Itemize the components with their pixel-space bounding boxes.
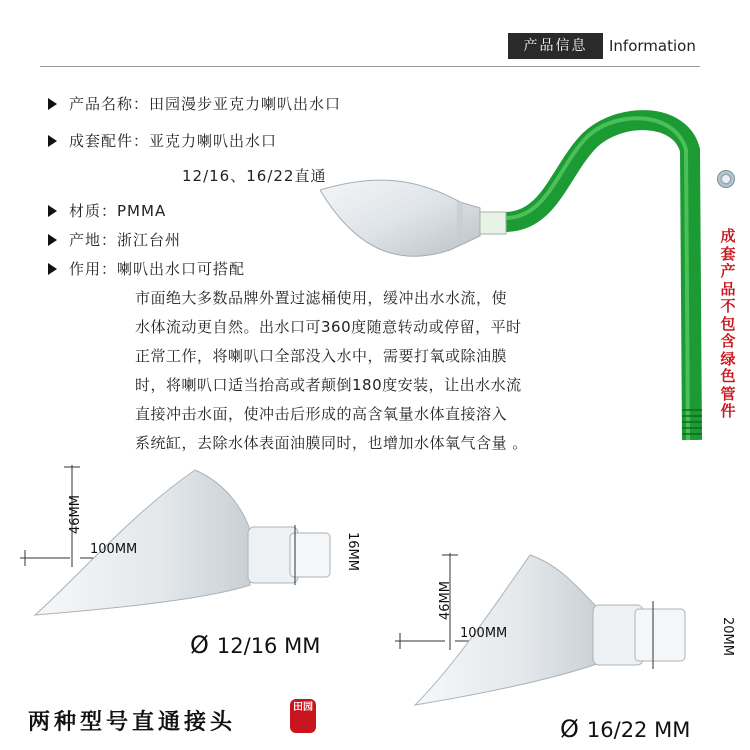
desc-line: 市面绝大多数品牌外置过滤桶使用，缓冲出水水流，使 <box>135 289 508 307</box>
info-label: 产品名称： <box>69 95 150 113</box>
info-value: 田园漫步亚克力喇叭出水口 <box>149 95 342 113</box>
bullet-arrow-icon <box>48 98 57 110</box>
bullet-arrow-icon <box>48 205 57 217</box>
info-row-material <box>48 200 166 221</box>
product-2-size-label: 16/22 MM <box>586 718 691 742</box>
info-label: 作用： <box>69 260 118 278</box>
product-1-height-label: 46MM <box>68 495 83 534</box>
product-2-pipe-label: 20MM <box>720 617 735 656</box>
desc-line: 时，将喇叭口适当抬高或者颠倒180度安装，让出水水流 <box>135 376 522 394</box>
product-1-size <box>190 631 320 659</box>
section-title-en: Information <box>609 37 696 55</box>
info-label: 材质： <box>69 202 118 220</box>
product-2-length-label: 100MM <box>460 626 508 641</box>
desc-line: 正常工作，将喇叭口全部没入水中，需要打氧或除油膜 <box>135 347 508 365</box>
product-1-pipe-label: 16MM <box>345 532 360 571</box>
desc-line: 水体流动更自然。出水口可360度随意转动或停留，平时 <box>135 318 522 336</box>
info-row-models <box>182 165 326 186</box>
red-seal-stamp: 田园 <box>290 699 316 733</box>
diameter-icon: Ø <box>560 715 579 743</box>
bullet-arrow-icon <box>48 234 57 246</box>
info-value: PMMA <box>117 202 167 220</box>
bullet-arrow-icon <box>48 135 57 147</box>
aquarium-logo-icon <box>717 170 735 188</box>
diameter-icon: Ø <box>190 631 209 659</box>
info-value: 亚克力喇叭出水口 <box>149 132 278 150</box>
side-note-vertical: 成套产品不包含绿色管件 <box>720 227 736 420</box>
info-row-name <box>48 93 341 114</box>
product-1-length-label: 100MM <box>90 542 138 557</box>
info-label: 产地： <box>69 231 118 249</box>
product-2-size <box>560 715 690 743</box>
product-1-size-label: 12/16 MM <box>216 634 321 658</box>
product-2-drawing <box>395 545 705 715</box>
info-value: 浙江台州 <box>117 231 182 249</box>
desc-line: 系统缸，去除水体表面油膜同时，也增加水体氧气含量 。 <box>135 434 528 452</box>
desc-line: 直接冲击水面，使冲击后形成的高含氧量水体直接溶入 <box>135 405 508 423</box>
product-2-height-label: 46MM <box>438 581 453 620</box>
info-row-origin <box>48 229 181 250</box>
green-pipe-illustration <box>320 110 720 450</box>
bottom-title: 两种型号直通接头 <box>28 709 237 735</box>
product-1-drawing <box>20 455 360 635</box>
header-divider <box>40 66 700 67</box>
info-row-accessories <box>48 130 277 151</box>
bullet-arrow-icon <box>48 263 57 275</box>
info-value: 喇叭出水口可搭配 <box>117 260 246 278</box>
info-value: 12/16、16/22直通 <box>182 167 327 185</box>
section-tag: 产品信息 <box>508 33 603 59</box>
info-row-function <box>48 258 245 279</box>
info-label: 成套配件： <box>69 132 150 150</box>
